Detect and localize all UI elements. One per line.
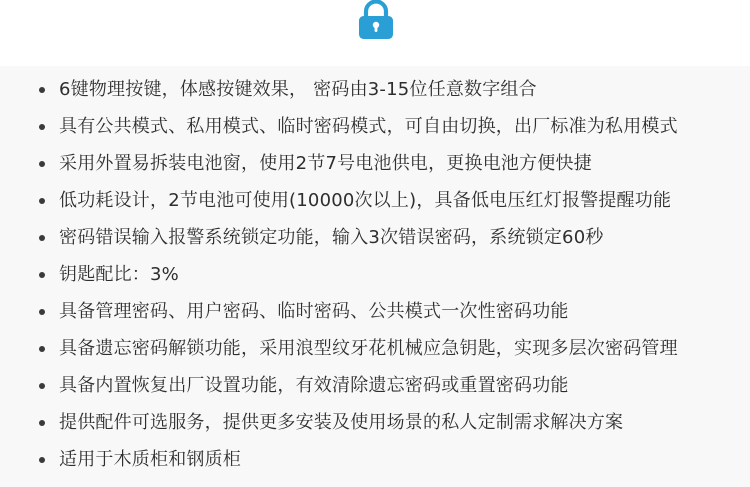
bullet-icon <box>39 309 45 315</box>
feature-item <box>0 75 750 105</box>
bullet-icon <box>39 420 45 426</box>
feature-item <box>0 186 750 216</box>
feature-text: 具备管理密码、用户密码、临时密码、公共模式一次性密码功能 <box>59 301 569 322</box>
bullet-icon <box>39 87 45 93</box>
feature-text: 密码错误输入报警系统锁定功能，输入3次错误密码，系统锁定60秒 <box>59 227 604 248</box>
bullet-icon <box>39 235 45 241</box>
bullet-icon <box>39 383 45 389</box>
feature-text: 具备遗忘密码解锁功能，采用浪型纹牙花机械应急钥匙，实现多层次密码管理 <box>59 338 678 359</box>
padlock-icon <box>355 0 397 42</box>
feature-text: 钥匙配比：3% <box>59 264 179 285</box>
bullet-icon <box>39 198 45 204</box>
feature-text: 具有公共模式、私用模式、临时密码模式，可自由切换，出厂标准为私用模式 <box>59 116 678 137</box>
bullet-icon <box>39 346 45 352</box>
feature-item <box>0 334 750 364</box>
feature-item <box>0 371 750 401</box>
feature-text: 提供配件可选服务，提供更多安装及使用场景的私人定制需求解决方案 <box>59 412 624 433</box>
feature-item <box>0 408 750 438</box>
feature-text: 6键物理按键，体感按键效果， 密码由3-15位任意数字组合 <box>59 79 537 100</box>
feature-text: 低功耗设计，2节电池可使用(10000次以上)，具备低电压红灯报警提醒功能 <box>59 190 672 211</box>
feature-item <box>0 297 750 327</box>
bullet-icon <box>39 161 45 167</box>
feature-item <box>0 445 750 475</box>
feature-text: 采用外置易拆装电池窗，使用2节7号电池供电，更换电池方便快捷 <box>59 153 592 174</box>
features-panel <box>0 66 750 487</box>
bullet-icon <box>39 457 45 463</box>
bullet-icon <box>39 272 45 278</box>
feature-item <box>0 149 750 179</box>
feature-item <box>0 112 750 142</box>
feature-text: 适用于木质柜和钢质柜 <box>59 449 241 470</box>
feature-text: 具备内置恢复出厂设置功能，有效清除遗忘密码或重置密码功能 <box>59 375 569 396</box>
bullet-icon <box>39 124 45 130</box>
feature-item <box>0 260 750 290</box>
feature-item <box>0 223 750 253</box>
